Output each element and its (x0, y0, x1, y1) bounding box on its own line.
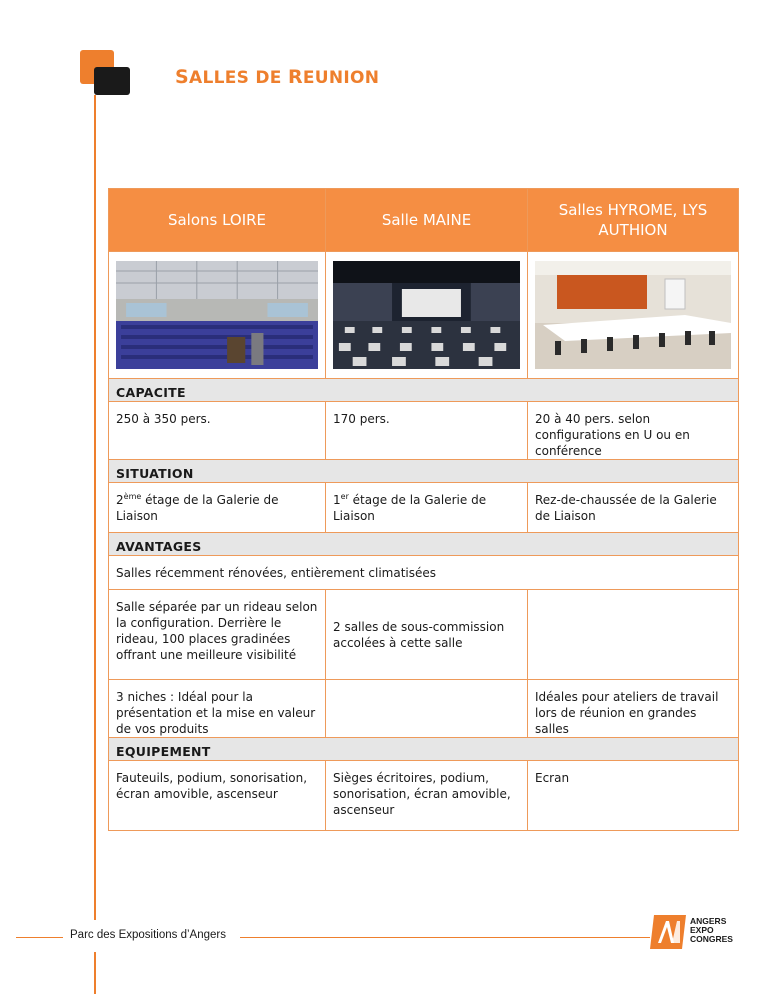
footer-text: Parc des Expositions d’Angers (70, 929, 226, 941)
equipement-loire: Fauteuils, podium, sonorisation, écran amovible, ascenseur (109, 761, 326, 831)
page-title: SALLES DE REUNION (175, 66, 380, 88)
photos-row (109, 252, 739, 379)
section-equipement (109, 738, 739, 761)
footer-line-right (240, 937, 650, 938)
column-header-hyrome: Salles HYROME, LYS AUTHION (528, 189, 739, 252)
capacite-maine: 170 pers. (326, 402, 528, 460)
table-row (109, 590, 739, 680)
rooms-table (108, 188, 739, 831)
logo-line: ANGERS (690, 916, 727, 926)
table-row (109, 556, 739, 590)
logo-mark-icon (650, 915, 686, 949)
table-row (109, 680, 739, 738)
section-title: EQUIPEMENT (109, 738, 739, 761)
avantages-maine: 2 salles de sous-commission accolées à cette salle (326, 590, 528, 680)
decor-vertical-line (94, 95, 96, 920)
table-row (109, 761, 739, 831)
footer-line-left (16, 937, 63, 938)
situation-hyrome: Rez-de-chaussée de la Galerie de Liaison (528, 483, 739, 533)
situation-loire: 2ème étage de la Galerie de Liaison (109, 483, 326, 533)
avantages-loire: 3 niches : Idéal pour la présentation et la mise en valeur de vos produits (109, 680, 326, 738)
avantages-hyrome (528, 590, 739, 680)
photo-salle-maine (333, 261, 520, 369)
decor-black-square (94, 67, 130, 95)
table-row (109, 483, 739, 533)
table-row (109, 402, 739, 460)
section-situation (109, 460, 739, 483)
angers-expo-logo (650, 912, 750, 952)
logo-line: CONGRES (690, 934, 733, 944)
section-avantages (109, 533, 739, 556)
column-header-maine: Salle MAINE (326, 189, 528, 252)
equipement-maine: Sièges écritoires, podium, sonorisation, écran amovible, ascenseur (326, 761, 528, 831)
photo-salles-hyrome (535, 261, 731, 369)
capacite-loire: 250 à 350 pers. (109, 402, 326, 460)
photo-salons-loire (116, 261, 318, 369)
table-header-row (109, 189, 739, 252)
section-title: SITUATION (109, 460, 739, 483)
logo-line: EXPO (690, 925, 714, 935)
situation-maine: 1er étage de la Galerie de Liaison (326, 483, 528, 533)
equipement-hyrome: Ecran (528, 761, 739, 831)
avantages-hyrome: Idéales pour ateliers de travail lors de réunion en grandes salles (528, 680, 739, 738)
avantages-loire: Salle séparée par un rideau selon la configuration. Derrière le rideau, 100 places gradinées offrant une meilleure visibilité (109, 590, 326, 680)
avantages-common: Salles récemment rénovées, entièrement climatisées (109, 556, 739, 590)
section-title: CAPACITE (109, 379, 739, 402)
capacite-hyrome: 20 à 40 pers. selon configurations en U ou en conférence (528, 402, 739, 460)
column-header-loire: Salons LOIRE (109, 189, 326, 252)
avantages-maine (326, 680, 528, 738)
section-capacite (109, 379, 739, 402)
section-title: AVANTAGES (109, 533, 739, 556)
decor-vertical-line-bottom (94, 952, 96, 994)
